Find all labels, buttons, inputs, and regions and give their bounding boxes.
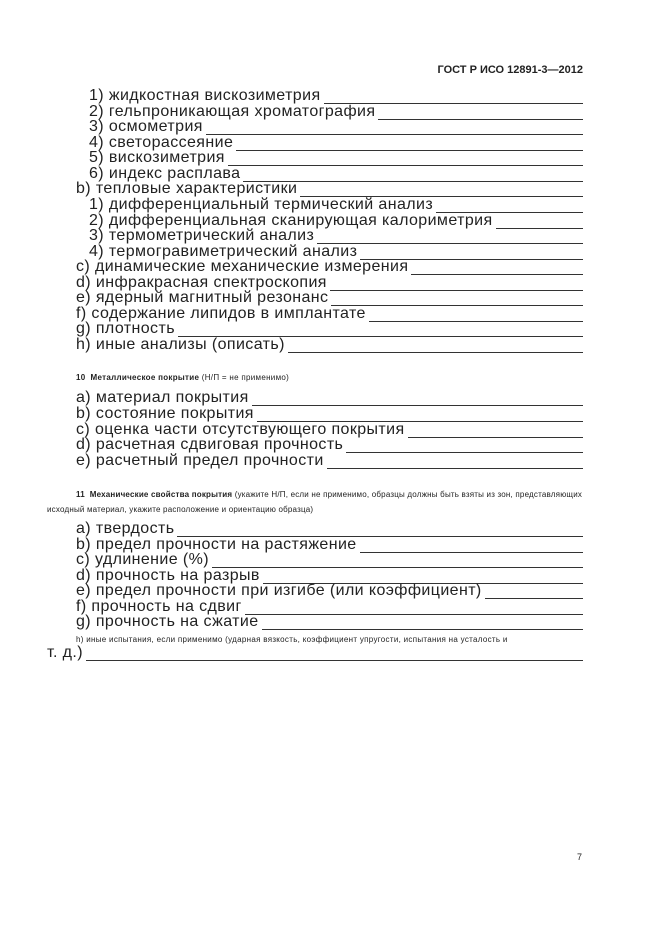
answer-line[interactable] (228, 165, 583, 166)
page-number: 7 (576, 852, 582, 862)
field-shear-strength[interactable]: f) прочность на сдвиг (76, 605, 583, 616)
field-tensile-strength[interactable]: b) предел прочности на растяжение (76, 543, 583, 554)
document-code: ГОСТ Р ИСО 12891-3—2012 (437, 64, 583, 76)
field-hardness[interactable]: a) твердость (76, 527, 583, 538)
answer-line[interactable] (262, 629, 583, 630)
answer-line[interactable] (330, 290, 583, 291)
answer-line[interactable] (411, 274, 583, 275)
field-viscometry[interactable]: 5) вискозиметрия (89, 156, 583, 167)
field-melt-index[interactable]: 6) индекс расплава (89, 172, 583, 183)
field-liquid-viscometry[interactable]: 1) жидкостная вискозиметрия (89, 94, 583, 105)
answer-line[interactable] (378, 119, 583, 120)
answer-line[interactable] (86, 660, 583, 661)
field-other-analyses[interactable]: h) иные анализы (описать) (76, 343, 583, 354)
field-light-scattering[interactable]: 4) светорассеяние (89, 141, 583, 152)
field-other-tests-label: h) иные испытания, если применимо (ударная вязкость, коэффициент упругости, испытания на усталость и (76, 635, 508, 644)
answer-line[interactable] (369, 321, 583, 322)
field-osmometry[interactable]: 3) осмометрия (89, 125, 583, 136)
field-shear-strength-calc[interactable]: d) расчетная сдвиговая прочность (76, 443, 583, 454)
section-note: (Н/П = не применимо) (201, 373, 290, 382)
field-tensile-limit-calc[interactable]: e) расчетный предел прочности (76, 459, 583, 470)
answer-line[interactable] (236, 150, 583, 151)
field-compressive-strength[interactable]: g) прочность на сжатие (76, 620, 583, 631)
field-coating-condition[interactable]: b) состояние покрытия (76, 412, 583, 423)
answer-line[interactable] (408, 437, 583, 438)
field-flexural-strength[interactable]: e) предел прочности при изгибе (или коэффициент) (76, 589, 583, 600)
answer-line[interactable] (360, 552, 583, 553)
field-dynamic-mechanical[interactable]: c) динамические механические измерения (76, 265, 583, 276)
field-tear-strength[interactable]: d) прочность на разрыв (76, 574, 583, 585)
field-other-tests[interactable]: т. д.) (47, 651, 583, 662)
answer-line[interactable] (327, 468, 583, 469)
answer-line[interactable] (496, 228, 583, 229)
section-title: Металлическое покрытие (90, 373, 200, 382)
section-11-heading (47, 487, 583, 517)
section-title: Механические свойства покрытия (89, 490, 233, 499)
field-nmr[interactable]: e) ядерный магнитный резонанс (76, 296, 583, 307)
field-lipid-content[interactable]: f) содержание липидов в имплантате (76, 312, 583, 323)
field-dsc[interactable]: 2) дифференциальная сканирующая калориметрия (89, 219, 583, 230)
field-missing-coating-estimate[interactable]: c) оценка части отсутствующего покрытия (76, 428, 583, 439)
field-elongation[interactable]: c) удлинение (%) (76, 558, 583, 569)
answer-line[interactable] (485, 598, 583, 599)
answer-line[interactable] (245, 614, 583, 615)
answer-line[interactable] (346, 452, 583, 453)
answer-line[interactable] (212, 567, 583, 568)
field-coating-material[interactable]: a) материал покрытия (76, 396, 583, 407)
answer-line[interactable] (206, 134, 583, 135)
field-thermogravimetric-analysis[interactable]: 4) термогравиметрический анализ (89, 250, 583, 261)
field-infrared-spectroscopy[interactable]: d) инфракрасная спектроскопия (76, 281, 583, 292)
section-number: 10 (76, 373, 86, 382)
field-thermometric-analysis[interactable]: 3) термометрический анализ (89, 234, 583, 245)
field-density[interactable]: g) плотность (76, 327, 583, 338)
section-number: 11 (76, 490, 85, 499)
section-10-heading (76, 373, 289, 382)
field-thermal-characteristics[interactable]: b) тепловые характеристики (76, 187, 583, 198)
answer-line[interactable] (288, 352, 583, 353)
field-differential-thermal-analysis[interactable]: 1) дифференциальный термический анализ (89, 203, 583, 214)
answer-line[interactable] (331, 305, 583, 306)
field-gel-permeation-chromatography[interactable]: 2) гельпроникающая хроматография (89, 110, 583, 121)
answer-line[interactable] (252, 405, 583, 406)
section-note: (укажите Н/П, если не применимо, образцы должны быть взяты из зон, представляющих исходный материал, укажите расположение и ориентацию образца) (47, 490, 583, 514)
